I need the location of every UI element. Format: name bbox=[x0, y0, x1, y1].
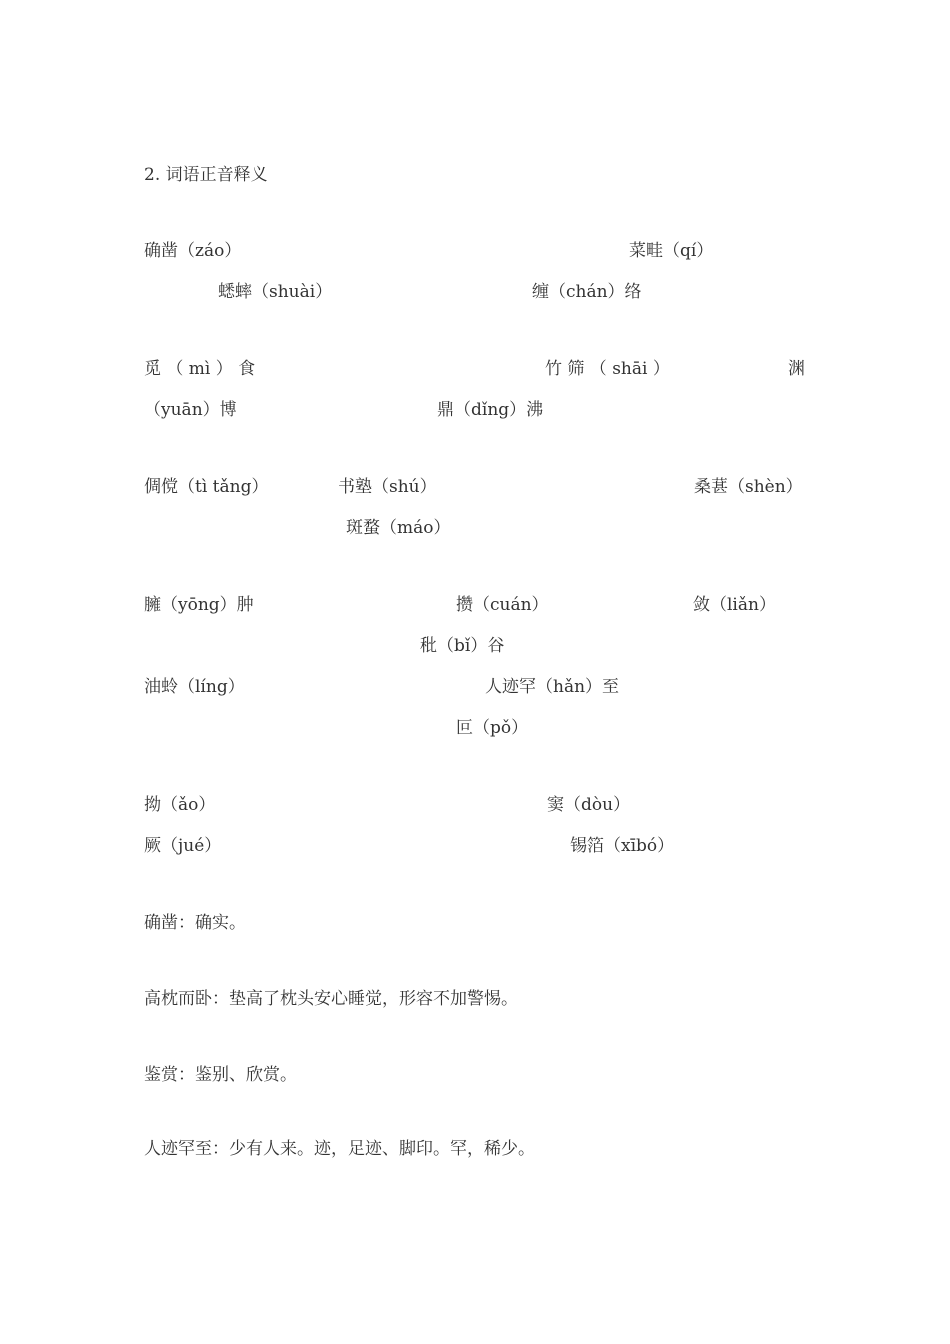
word-entry: 臃（yōng）肿 bbox=[144, 595, 254, 615]
word-entry: 人迹罕（hǎn）至 bbox=[485, 677, 620, 697]
word-entry: 油蛉（líng） bbox=[144, 677, 245, 697]
definition-item: 高枕而卧：垫高了枕头安心睡觉，形容不加警惕。 bbox=[144, 989, 518, 1009]
word-entry: 窦（dòu） bbox=[547, 795, 631, 815]
definition-item: 确凿：确实。 bbox=[144, 913, 246, 933]
word-entry: 斑蝥（máo） bbox=[346, 518, 451, 538]
word-entry: 攒（cuán） bbox=[456, 595, 549, 615]
word-entry-rest: （yuān）博 bbox=[144, 400, 237, 420]
word-entry: 锡箔（xībó） bbox=[570, 836, 675, 856]
word-entry: 缠（chán）络 bbox=[532, 282, 642, 302]
definition-item: 鉴赏：鉴别、欣赏。 bbox=[144, 1065, 297, 1085]
section-heading: 2. 词语正音释义 bbox=[144, 165, 268, 185]
word-entry: 竹 筛 （ shāi ） bbox=[545, 359, 670, 379]
word-entry: 觅 （ mì ） 食 bbox=[144, 359, 256, 379]
word-entry: 倜傥（tì tǎng） bbox=[144, 477, 269, 497]
word-entry-char: 渊 bbox=[788, 359, 805, 379]
word-entry: 秕（bǐ）谷 bbox=[420, 636, 505, 656]
word-entry: 蟋蟀（shuài） bbox=[218, 282, 333, 302]
word-entry: 菜畦（qí） bbox=[629, 241, 714, 261]
word-entry: 拗（ǎo） bbox=[144, 795, 216, 815]
word-entry: 厥（jué） bbox=[144, 836, 222, 856]
word-entry: 书塾（shú） bbox=[338, 477, 437, 497]
word-entry: 桑葚（shèn） bbox=[694, 477, 803, 497]
word-entry: 叵（pǒ） bbox=[456, 718, 529, 738]
definition-item: 人迹罕至：少有人来。迹，足迹、脚印。罕，稀少。 bbox=[144, 1139, 535, 1159]
word-entry: 确凿（záo） bbox=[144, 241, 242, 261]
word-entry: 鼎（dǐng）沸 bbox=[437, 400, 544, 420]
word-entry: 敛（liǎn） bbox=[693, 595, 776, 615]
